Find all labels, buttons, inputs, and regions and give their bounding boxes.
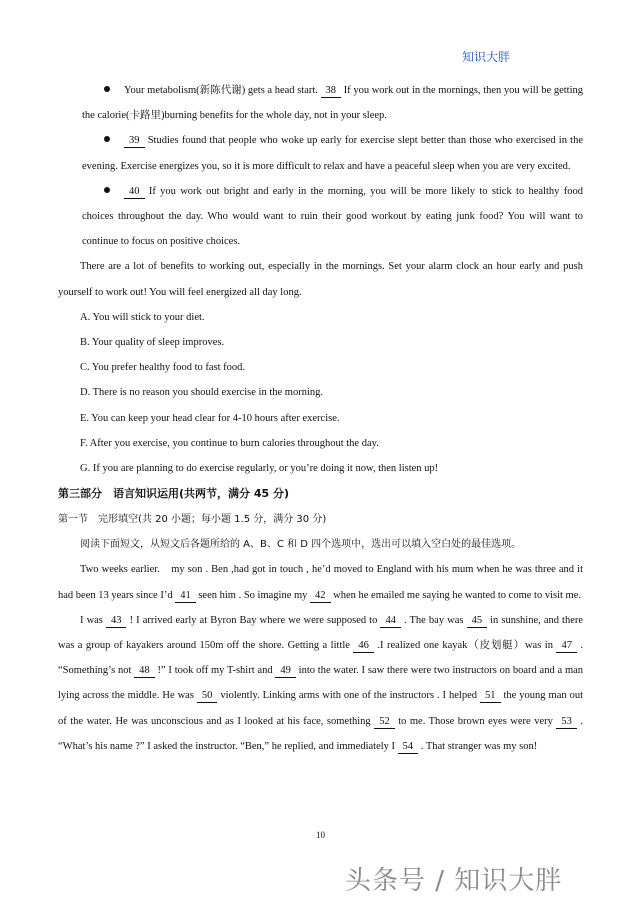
page-number: 10 <box>316 830 325 840</box>
bullet-text: Studies found that people who woke up early for exercise slept better than those who exercised in the evening. Exercise energizes you, so it is more difficult to relax and have a peaceful sleep when you are very excited. <box>82 135 584 172</box>
passage-text: I was <box>80 614 103 626</box>
blank-42: 42 <box>310 590 331 603</box>
passage-text: seen him . So imagine my <box>198 589 308 601</box>
blank-39: 39 <box>124 135 145 148</box>
passage-text: when he emailed me saying he wanted to come to visit me. <box>333 589 582 601</box>
conclusion-paragraph: There are a lot of benefits to working out, especially in the mornings. Set your alarm clock an hour early and push yourself to work out! You will feel energized all day long. <box>58 261 583 298</box>
bullet-text-pre: Your metabolism(新陈代谢) gets a head start. <box>124 85 318 96</box>
blank-53: 53 <box>556 716 577 729</box>
blank-38: 38 <box>321 85 342 98</box>
blank-45: 45 <box>467 615 488 628</box>
passage-text: into the water. I saw there were two instructors on board and a man lying across the middle. He was <box>58 665 584 702</box>
blank-52: 52 <box>374 716 395 729</box>
passage-text: ! I arrived early at Byron Bay where we were supposed to <box>129 614 378 626</box>
passage-text: .I realized one kayak（皮划艇）was in <box>377 640 553 652</box>
bullet-text: If you work out bright and early in the morning, you will be more likely to stick to healthy food choices throughout the day. Who would want to ruin their good workout by eating junk food? You will want to continue to focus on positive choices. <box>82 185 583 248</box>
blank-49: 49 <box>275 665 296 678</box>
passage-text: . The bay was <box>404 614 464 626</box>
blank-54: 54 <box>398 741 419 754</box>
blank-47: 47 <box>556 640 577 653</box>
option-a: A. You will stick to your diet. <box>80 311 205 323</box>
option-e: E. You can keep your head clear for 4-10 hours after exercise. <box>80 412 340 424</box>
watermark: 头条号 / 知识大胖 <box>345 866 563 896</box>
option-b: B. Your quality of sleep improves. <box>80 337 225 349</box>
blank-40: 40 <box>124 186 145 199</box>
passage-text: the young man out of the water. He was unconscious and as I looked at his face, something <box>58 690 584 727</box>
passage-text: . “Something’s not <box>58 640 584 677</box>
header-mark: 知识大胖 <box>462 50 511 64</box>
blank-41: 41 <box>175 590 196 603</box>
section-title: 第三部分 语言知识运用(共两节，满分 45 分) <box>58 487 290 501</box>
bullet-item-38 <box>58 78 583 128</box>
bullet-icon <box>104 136 110 142</box>
passage-text: !” I took off my T-shirt and <box>157 665 273 677</box>
blank-50: 50 <box>197 690 218 703</box>
blank-43: 43 <box>106 615 127 628</box>
option-f: F. After you exercise, you continue to burn calories throughout the day. <box>80 437 379 449</box>
bullet-text: If you work out in the mornings, then you will be getting the calorie(卡路里)burning benefits for the whole day, not in your sleep. <box>82 85 583 122</box>
passage-text: in sunshine, and there was a group of kayakers around 150m off the shore. Getting a little <box>58 614 584 652</box>
bullet-item-40 <box>58 179 583 255</box>
passage-text: Two weeks earlier. my son . Ben ,had got in touch , he’d moved to England with his mum when he was three and it had been 13 years since I’d <box>58 564 583 601</box>
blank-51: 51 <box>480 690 501 703</box>
passage-text: violently. Linking arms with one of the instructors . I helped <box>220 690 478 702</box>
bullet-icon <box>104 187 110 193</box>
blank-48: 48 <box>134 665 155 678</box>
instruction: 阅读下面短文，从短文后各题所给的 A、B、C 和 D 四个选项中，选出可以填入空白处的最佳选项。 <box>80 539 522 551</box>
bullet-icon <box>104 86 110 92</box>
passage-text: to me. Those brown eyes were very <box>398 715 553 727</box>
passage-paragraph-2 <box>58 608 583 759</box>
option-c: C. You prefer healthy food to fast food. <box>80 362 246 374</box>
blank-44: 44 <box>380 615 401 628</box>
option-d: D. There is no reason you should exercise in the morning. <box>80 387 324 399</box>
option-g: G. If you are planning to do exercise regularly, or you’re doing it now, then listen up! <box>80 463 439 475</box>
passage-paragraph-1 <box>58 557 583 607</box>
body-text <box>58 78 583 759</box>
subsection-title: 第一节 完形填空(共 20 小题；每小题 1.5 分，满分 30 分) <box>58 514 327 526</box>
passage-text: . That stranger was my son! <box>420 740 538 752</box>
passage-text: . “What’s his name ?” I asked the instructor. “Ben,” he replied, and immediately I <box>58 715 584 752</box>
blank-46: 46 <box>353 640 374 653</box>
bullet-item-39 <box>58 128 583 178</box>
